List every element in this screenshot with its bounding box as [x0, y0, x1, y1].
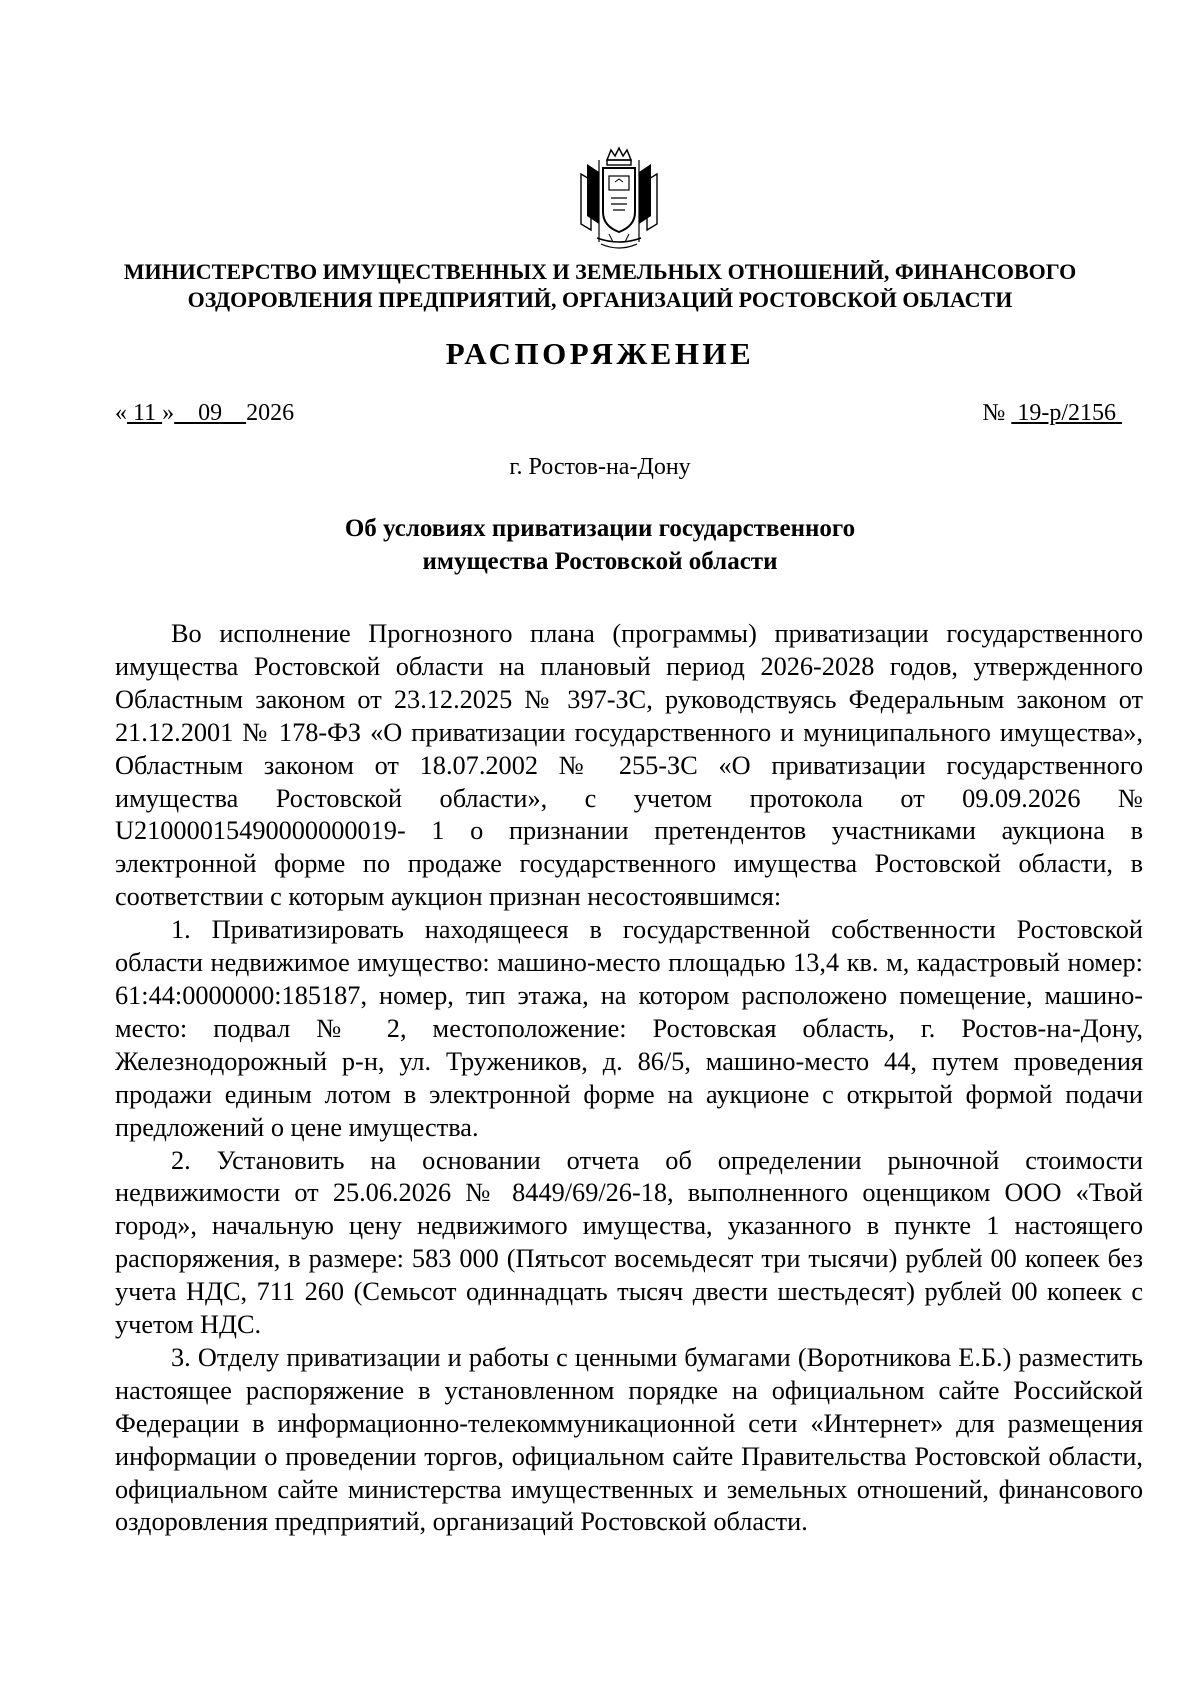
subject-line2: имущества Ростовской области: [422, 548, 778, 575]
item-1-paragraph: 1. Приватизировать находящееся в государственной собственности Ростовской области недвижимое имущество: машино-место площадью 13,4 кв. м, кадастровый номер: 61:44:0000000:185187, номер, тип этажа, на котором расположено помещение, машино-место: подвал № 2, местоположение: Ростовская область, г. Ростов-на-Дону, Железнодорожный р-н, ул. Тружеников, д. 86/5, машино-место 44, путем проведения продажи единым лотом в электронной форме на аукционе с открытой формой подачи предложений о цене имущества.: [115, 915, 1143, 1142]
document-city: г. Ростов-на-Дону: [509, 454, 691, 480]
date-day: 11: [127, 400, 163, 426]
ministry-name: [100, 258, 1100, 314]
document-body: [115, 618, 1143, 1539]
date-month: 09: [174, 400, 247, 426]
item-3-paragraph: 3. Отделу приватизации и работы с ценными бумагами (Воротникова Е.Б.) разместить настоящее распоряжение в установленном порядке на официальном сайте Российской Федерации в информационно-телекоммуникационной сети «Интернет» для размещения информации о проведении торгов, официальном сайте Правительства Ростовской области, официальном сайте министерства имущественных и земельных отношений, финансового оздоровления предприятий, организаций Ростовской области.: [115, 1342, 1143, 1537]
date-open-quote: «: [115, 400, 127, 426]
document-date: [115, 398, 294, 428]
rostov-oblast-coat-of-arms-icon: [573, 146, 665, 254]
item-2-paragraph: 2. Установить на основании отчета об определении рыночной стоимости недвижимости от 25.06.2026 № 8449/69/26-18, выполненного оценщиком ООО «Твой город», начальную цену недвижимого имущества, указанного в пункте 1 настоящего распоряжения, в размере: 583 000 (Пятьсот восемьдесят три тысячи) рублей 00 копеек без учета НДС, 711 260 (Семьсот одиннадцать тысяч двести шестьдесят) рублей 00 копеек с учетом НДС.: [115, 1145, 1143, 1340]
date-close-quote: »: [162, 400, 175, 426]
preamble-paragraph: Во исполнение Прогнозного плана (программы) приватизации государственного имущества Ростовской области на плановый период 2026-2028 годов, утвержденного Областным законом от 23.12.2025 № 397-ЗС, руководствуясь Федеральным законом от 21.12.2001 № 178-ФЗ «О приватизации государственного и муниципального имущества», Областным законом от 18.07.2002 № 255-ЗС «О приватизации государственного имущества Ростовской области», с учетом протокола от 09.09.2026 № U21000015490000000019- 1 о признании претендентов участниками аукциона в электронной форме по продаже государственного имущества Ростовской области, в соответствии с которым аукцион признан несостоявшимся:: [115, 619, 1143, 912]
document-number: [982, 398, 1122, 428]
subject-line1: Об условиях приватизации государственного: [344, 515, 856, 542]
number-value: 19-р/2156: [1011, 400, 1122, 426]
date-year: 2026: [246, 400, 295, 426]
document-subject: [200, 512, 1000, 578]
ministry-name-line2: ОЗДОРОВЛЕНИЯ ПРЕДПРИЯТИЙ, ОРГАНИЗАЦИЙ РОСТОВСКОЙ ОБЛАСТИ: [187, 287, 1013, 312]
number-sign: №: [982, 400, 1006, 426]
ministry-name-line1: МИНИСТЕРСТВО ИМУЩЕСТВЕННЫХ И ЗЕМЕЛЬНЫХ ОТНОШЕНИЙ, ФИНАНСОВОГО: [123, 259, 1077, 284]
document-type-title: РАСПОРЯЖЕНИЕ: [445, 336, 755, 371]
